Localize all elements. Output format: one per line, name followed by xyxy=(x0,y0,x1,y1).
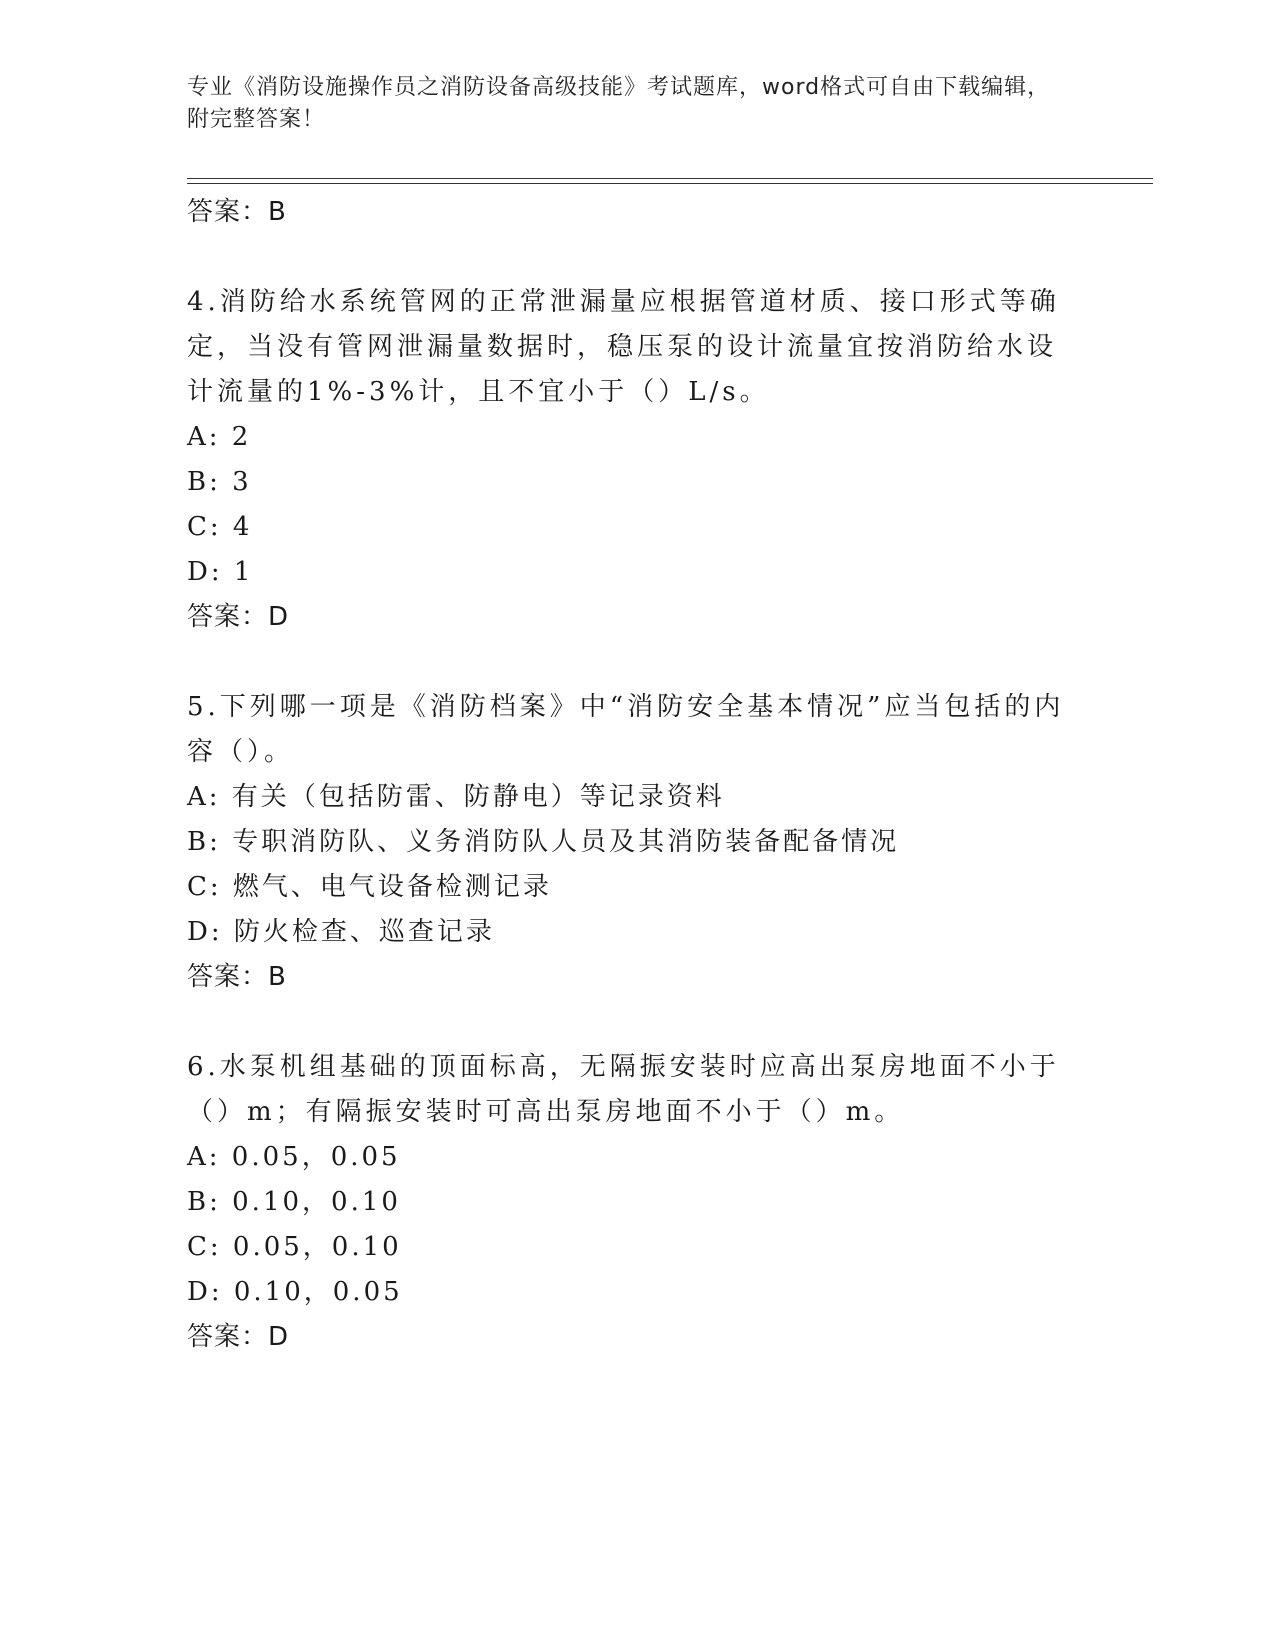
option-c: C: 燃气、电气设备检测记录 xyxy=(187,872,552,902)
option-a: A: 0.05，0.05 xyxy=(187,1142,401,1172)
option-d: D: 防火检查、巡查记录 xyxy=(187,917,495,947)
question-list xyxy=(187,190,1067,1360)
answer-line: 答案：D xyxy=(187,1322,290,1352)
header-divider-top xyxy=(187,178,1153,179)
question-block xyxy=(187,685,1067,1000)
document-header: 专业《消防设施操作员之消防设备高级技能》考试题库，word格式可自由下载编辑，附完整答案！ xyxy=(187,75,1051,132)
option-a: A: 2 xyxy=(187,422,252,452)
option-b: B: 专职消防队、义务消防队人员及其消防装备配备情况 xyxy=(187,827,900,857)
question-stem: 4.消防给水系统管网的正常泄漏量应根据管道材质、接口形式等确定，当没有管网泄漏量数据时，稳压泵的设计流量宜按消防给水设计流量的1%-3%计，且不宜小于（）L/s。 xyxy=(187,287,1060,407)
option-a: A: 有关（包括防雷、防静电）等记录资料 xyxy=(187,782,725,812)
option-d: D: 1 xyxy=(187,557,254,587)
header-divider-bottom xyxy=(187,183,1153,184)
question-stem: 5.下列哪一项是《消防档案》中“消防安全基本情况”应当包括的内容（）。 xyxy=(187,692,1065,767)
question-stem: 6.水泵机组基础的顶面标高，无隔振安装时应高出泵房地面不小于（）m；有隔振安装时可高出泵房地面不小于（）m。 xyxy=(187,1052,1060,1127)
option-d: D: 0.10，0.05 xyxy=(187,1277,403,1307)
answer-line: 答案：B xyxy=(187,962,287,992)
option-b: B: 0.10，0.10 xyxy=(187,1187,401,1217)
question-block xyxy=(187,280,1067,640)
answer-line: 答案：D xyxy=(187,602,290,632)
question-block xyxy=(187,1045,1067,1360)
option-c: C: 0.05，0.10 xyxy=(187,1232,402,1262)
option-c: C: 4 xyxy=(187,512,253,542)
answer-line: 答案：B xyxy=(187,197,287,227)
option-b: B: 3 xyxy=(187,467,252,497)
